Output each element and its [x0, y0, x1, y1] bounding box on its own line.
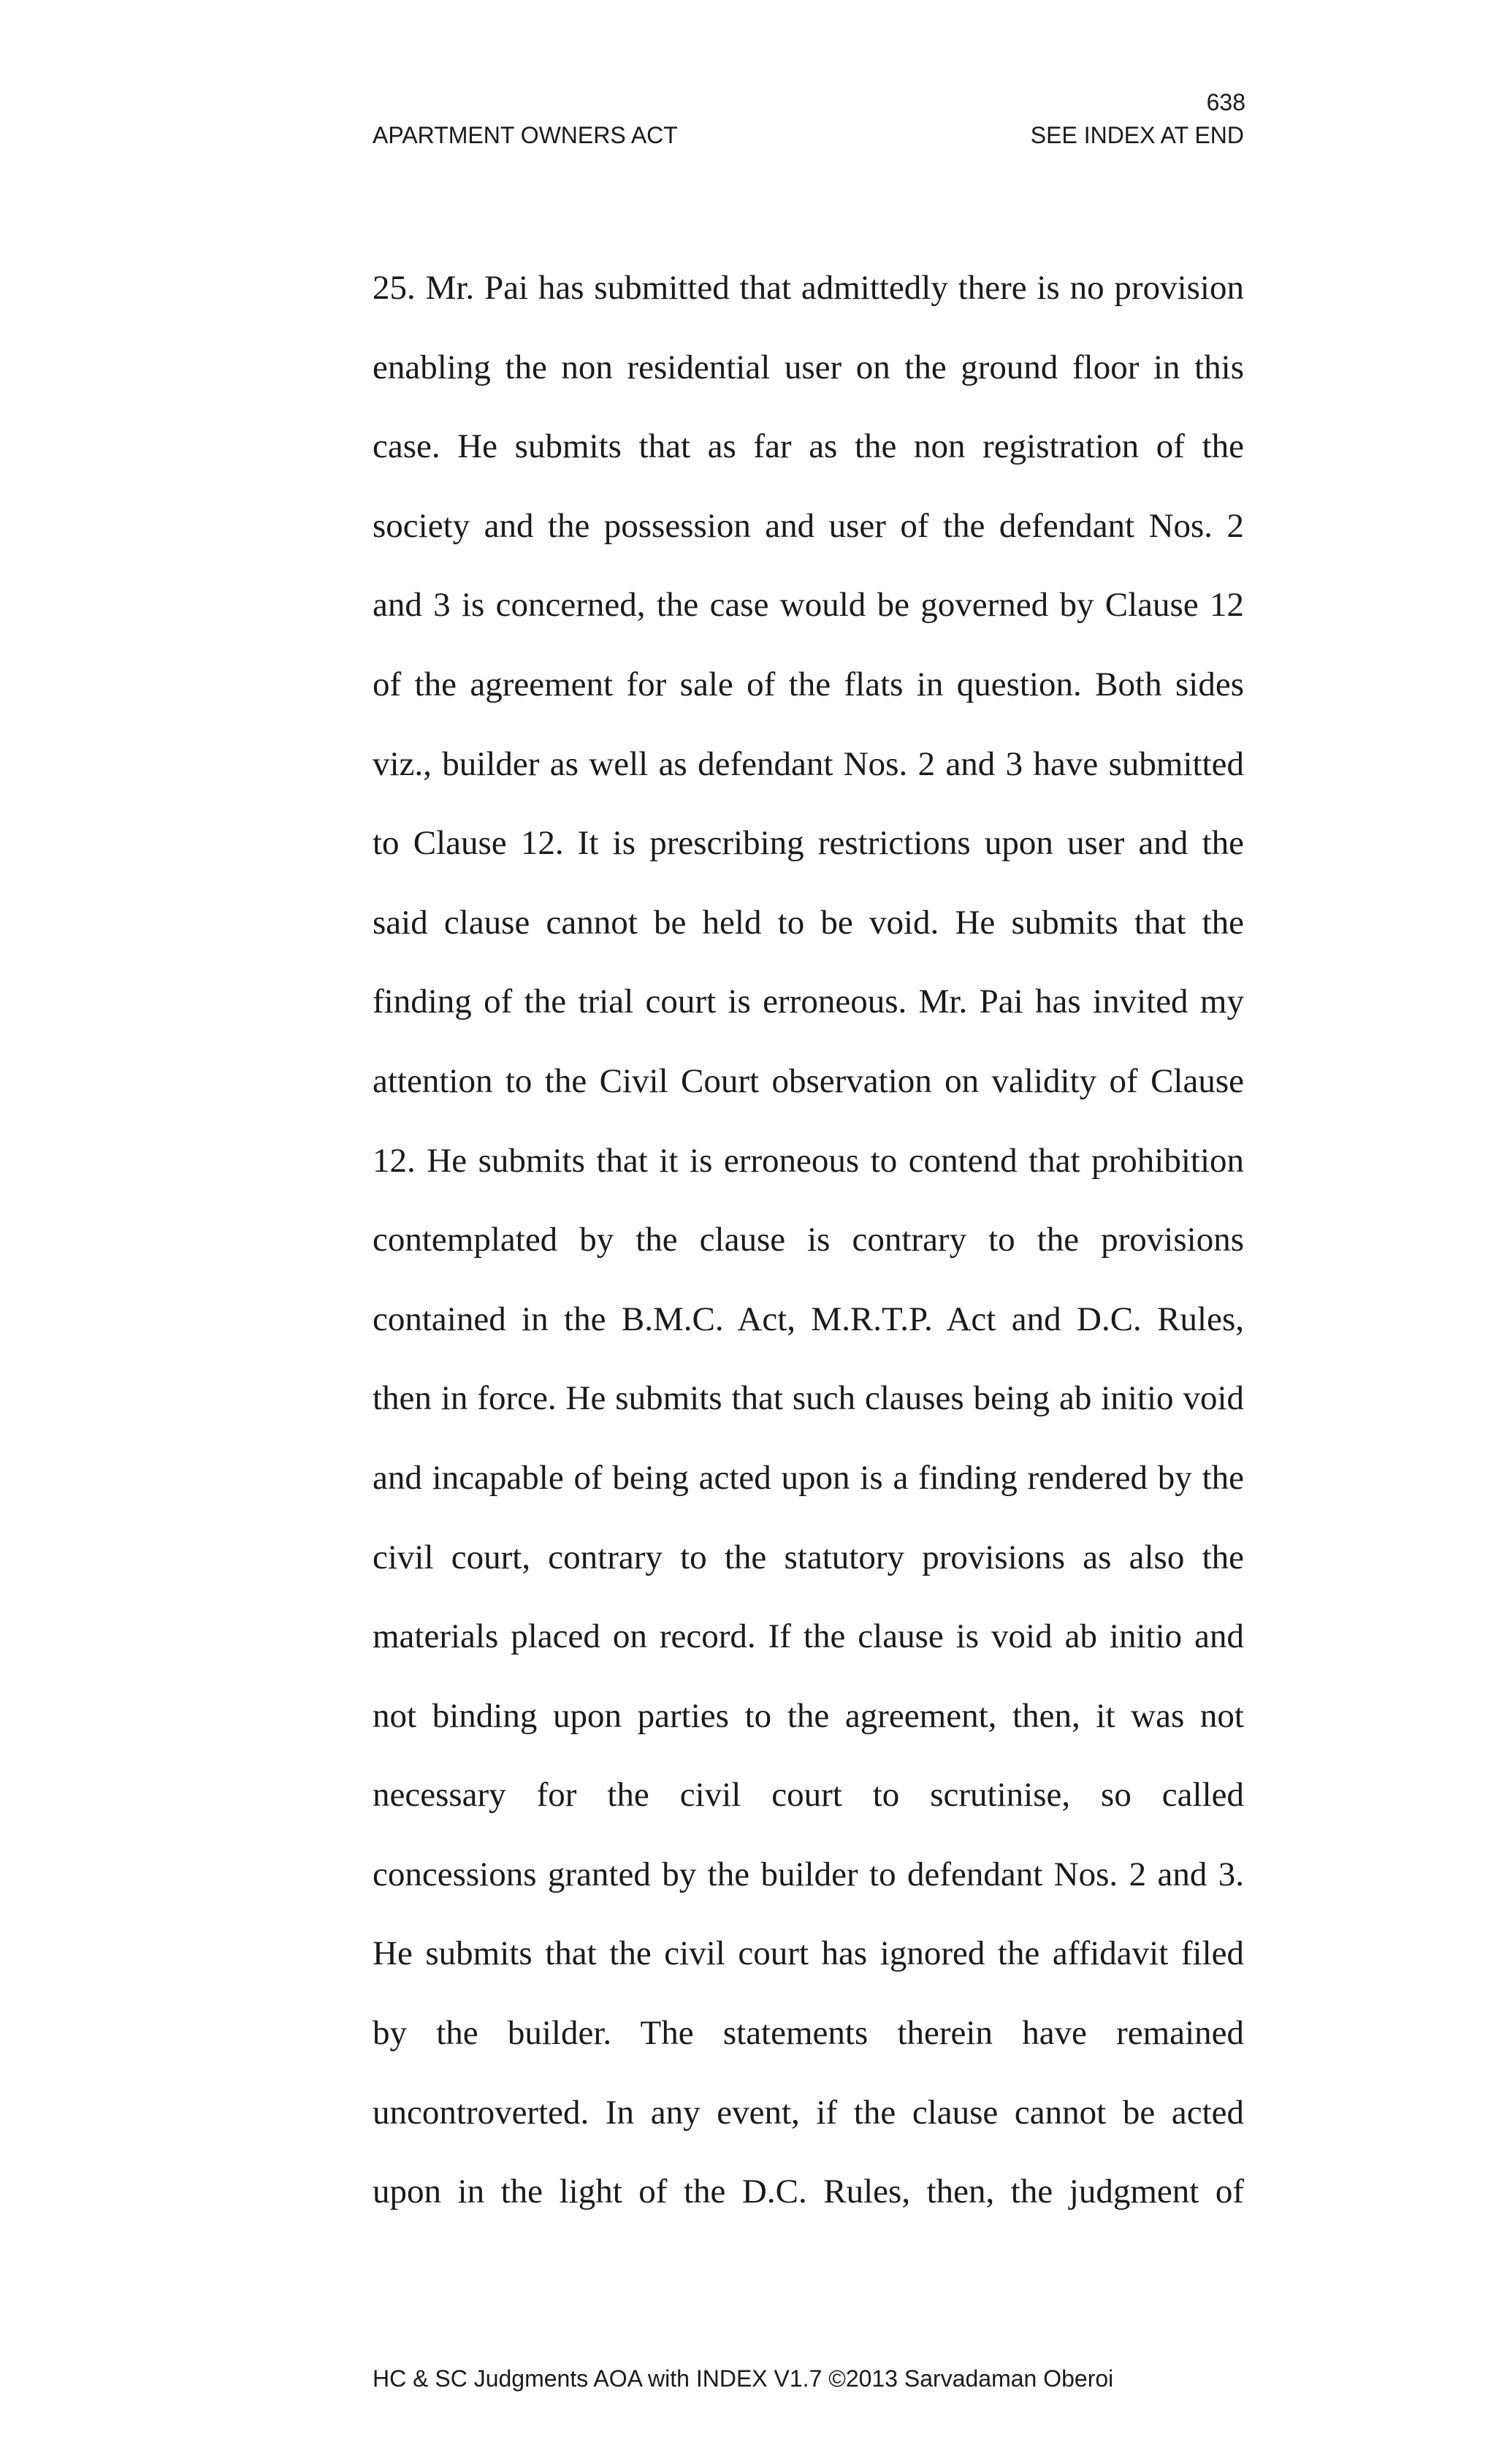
text-line: not binding upon parties to the agreement, then, it was not [373, 1696, 1244, 1735]
text-line: civil court, contrary to the statutory provisions as also the [373, 1538, 1244, 1576]
text-line: contained in the B.M.C. Act, M.R.T.P. Act and D.C. Rules, [373, 1300, 1244, 1338]
judgment-paragraph [373, 262, 1244, 2245]
text-line: case. He submits that as far as the non registration of the [373, 427, 1244, 466]
text-line: uncontroverted. In any event, if the clause cannot be acted [373, 2093, 1244, 2132]
text-line: attention to the Civil Court observation on validity of Clause [373, 1061, 1244, 1100]
text-line: and 3 is concerned, the case would be governed by Clause 12 [373, 586, 1244, 625]
text-line: finding of the trial court is erroneous. Mr. Pai has invited my [373, 983, 1244, 1021]
text-line: He submits that the civil court has ignored the affidavit filed [373, 1934, 1244, 1973]
text-line: said clause cannot be held to be void. He submits that the [373, 903, 1244, 942]
text-line: of the agreement for sale of the flats in question. Both sides [373, 665, 1244, 703]
text-line: enabling the non residential user on the ground floor in this [373, 348, 1244, 386]
header-left-title: APARTMENT OWNERS ACT [373, 122, 678, 148]
page-footer: HC & SC Judgments AOA with INDEX V1.7 ©2013 Sarvadaman Oberoi [373, 2365, 1114, 2392]
text-line: necessary for the civil court to scrutinise, so called [373, 1776, 1244, 1815]
text-line: materials placed on record. If the clause is void ab initio and [373, 1617, 1244, 1656]
text-line: society and the possession and user of the defendant Nos. 2 [373, 506, 1244, 545]
text-line: then in force. He submits that such clauses being ab initio void [373, 1379, 1244, 1418]
text-line: concessions granted by the builder to defendant Nos. 2 and 3. [373, 1855, 1244, 1893]
text-line: to Clause 12. It is prescribing restrictions upon user and the [373, 824, 1244, 863]
text-line: contemplated by the clause is contrary to the provisions [373, 1221, 1244, 1259]
text-line: and incapable of being acted upon is a finding rendered by the [373, 1458, 1244, 1497]
text-line: by the builder. The statements therein have remained [373, 2014, 1244, 2053]
header-right-title: SEE INDEX AT END [1030, 122, 1244, 148]
text-line: 12. He submits that it is erroneous to contend that prohibition [373, 1141, 1244, 1180]
text-line: viz., builder as well as defendant Nos. 2 and 3 have submitted [373, 744, 1244, 783]
text-line: upon in the light of the D.C. Rules, then, the judgment of [373, 2173, 1244, 2211]
running-header [373, 121, 1244, 150]
page-number: 638 [1206, 89, 1245, 115]
text-line: 25. Mr. Pai has submitted that admittedly there is no provision [373, 269, 1244, 307]
